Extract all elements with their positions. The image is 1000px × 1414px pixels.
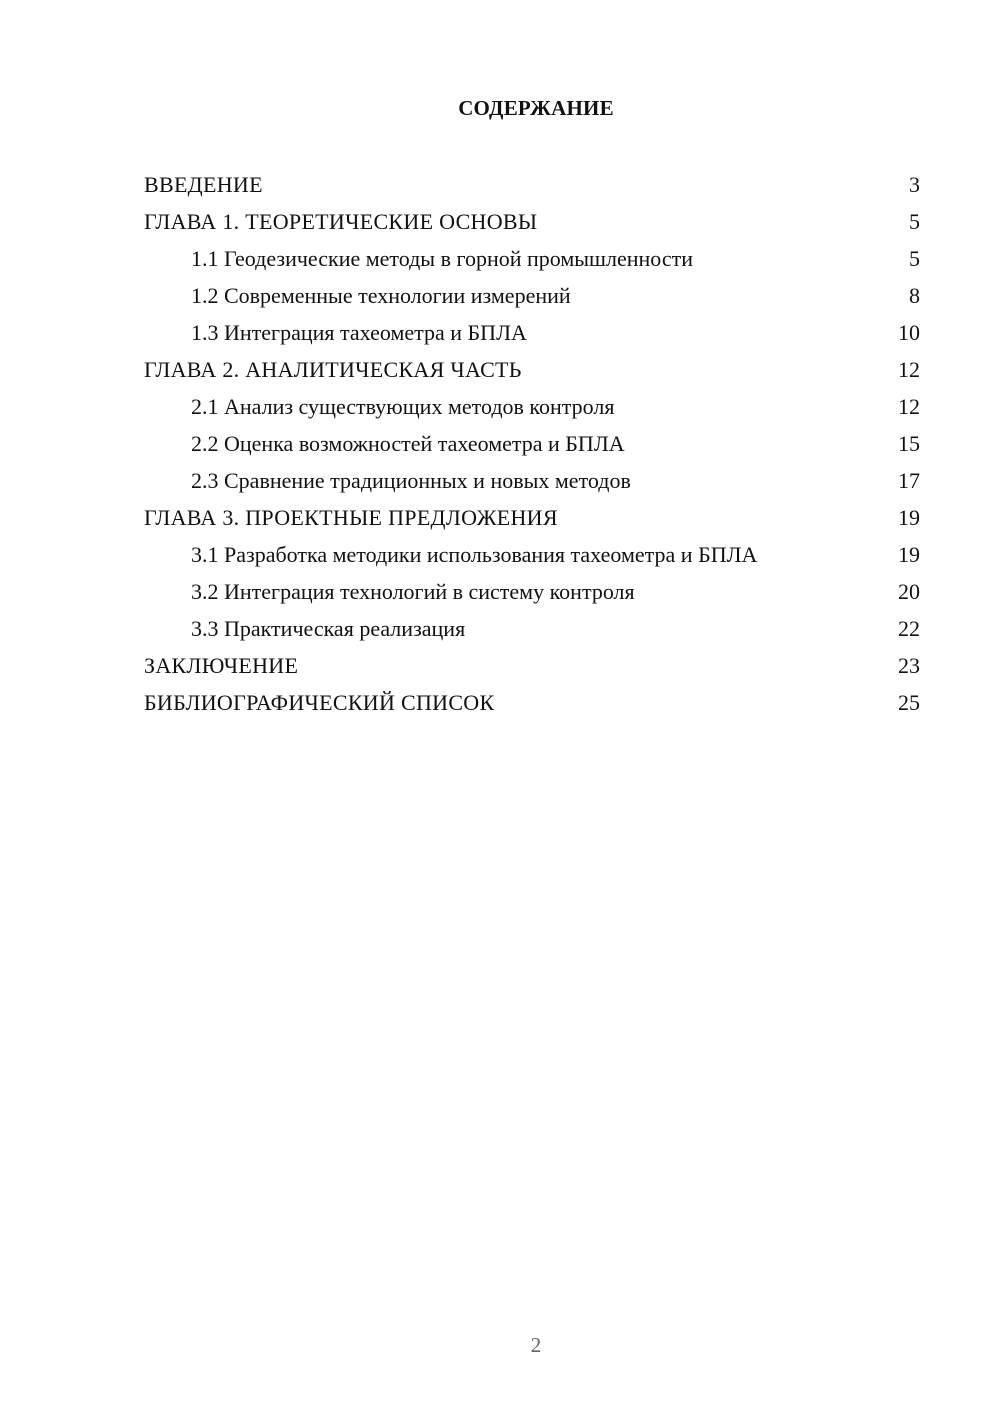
toc-entry-section-3-2[interactable] [144,573,920,610]
toc-entry-section-2-3[interactable] [144,462,920,499]
toc-entry-section-1-2[interactable] [144,277,920,314]
toc-entry-page: 12 [898,394,920,419]
toc-entry-section-3-1[interactable] [144,536,920,573]
toc-entry-page: 5 [909,209,920,234]
toc-entry-chapter-3[interactable] [144,499,920,536]
toc-entry-page: 25 [898,690,920,715]
toc-entry-text: 2.3 Сравнение традиционных и новых методов [191,468,631,493]
toc-entry-text: ГЛАВА 3. ПРОЕКТНЫЕ ПРЕДЛОЖЕНИЯ [144,505,558,530]
toc-entry-text: ЗАКЛЮЧЕНИЕ [144,653,299,678]
toc-entry-page: 3 [909,172,920,197]
toc-entry-introduction[interactable] [144,166,920,203]
toc-entry-bibliography[interactable] [144,684,920,721]
toc-entry-page: 17 [898,468,920,493]
toc-entry-text: 1.1 Геодезические методы в горной промышленности [191,246,693,271]
toc-entry-text: 3.2 Интеграция технологий в систему контроля [191,579,635,604]
toc-entry-page: 23 [898,653,920,678]
toc-entry-page: 8 [909,283,920,308]
page-number: 2 [530,1333,542,1357]
toc-entry-section-2-1[interactable] [144,388,920,425]
toc-entry-text: БИБЛИОГРАФИЧЕСКИЙ СПИСОК [144,690,495,715]
toc-entry-text: 1.2 Современные технологии измерений [191,283,571,308]
toc-entry-page: 20 [898,579,920,604]
toc-entry-page: 12 [898,357,920,382]
toc-title: СОДЕРЖАНИЕ [458,96,614,120]
toc-entry-chapter-1[interactable] [144,203,920,240]
toc-entry-section-1-3[interactable] [144,314,920,351]
toc-entry-section-3-3[interactable] [144,610,920,647]
toc-entry-text: ГЛАВА 1. ТЕОРЕТИЧЕСКИЕ ОСНОВЫ [144,209,538,234]
toc-entry-page: 22 [898,616,920,641]
toc-entry-text: ГЛАВА 2. АНАЛИТИЧЕСКАЯ ЧАСТЬ [144,357,522,382]
toc-entry-page: 10 [898,320,920,345]
toc-entry-page: 19 [898,542,920,567]
toc-entry-text: 1.3 Интеграция тахеометра и БПЛА [191,320,527,345]
toc-entry-chapter-2[interactable] [144,351,920,388]
toc-entry-text: 3.1 Разработка методики использования тахеометра и БПЛА [191,542,758,567]
toc-entry-text: 2.2 Оценка возможностей тахеометра и БПЛА [191,431,625,456]
toc-entry-page: 19 [898,505,920,530]
toc-entry-text: 2.1 Анализ существующих методов контроля [191,394,615,419]
toc-entry-page: 15 [898,431,920,456]
toc-entry-section-1-1[interactable] [144,240,920,277]
toc-entry-page: 5 [909,246,920,271]
toc-entry-conclusion[interactable] [144,647,920,684]
toc-entry-section-2-2[interactable] [144,425,920,462]
toc-entry-text: 3.3 Практическая реализация [191,616,466,641]
toc-entry-text: ВВЕДЕНИЕ [144,172,263,197]
table-of-contents [144,166,920,721]
